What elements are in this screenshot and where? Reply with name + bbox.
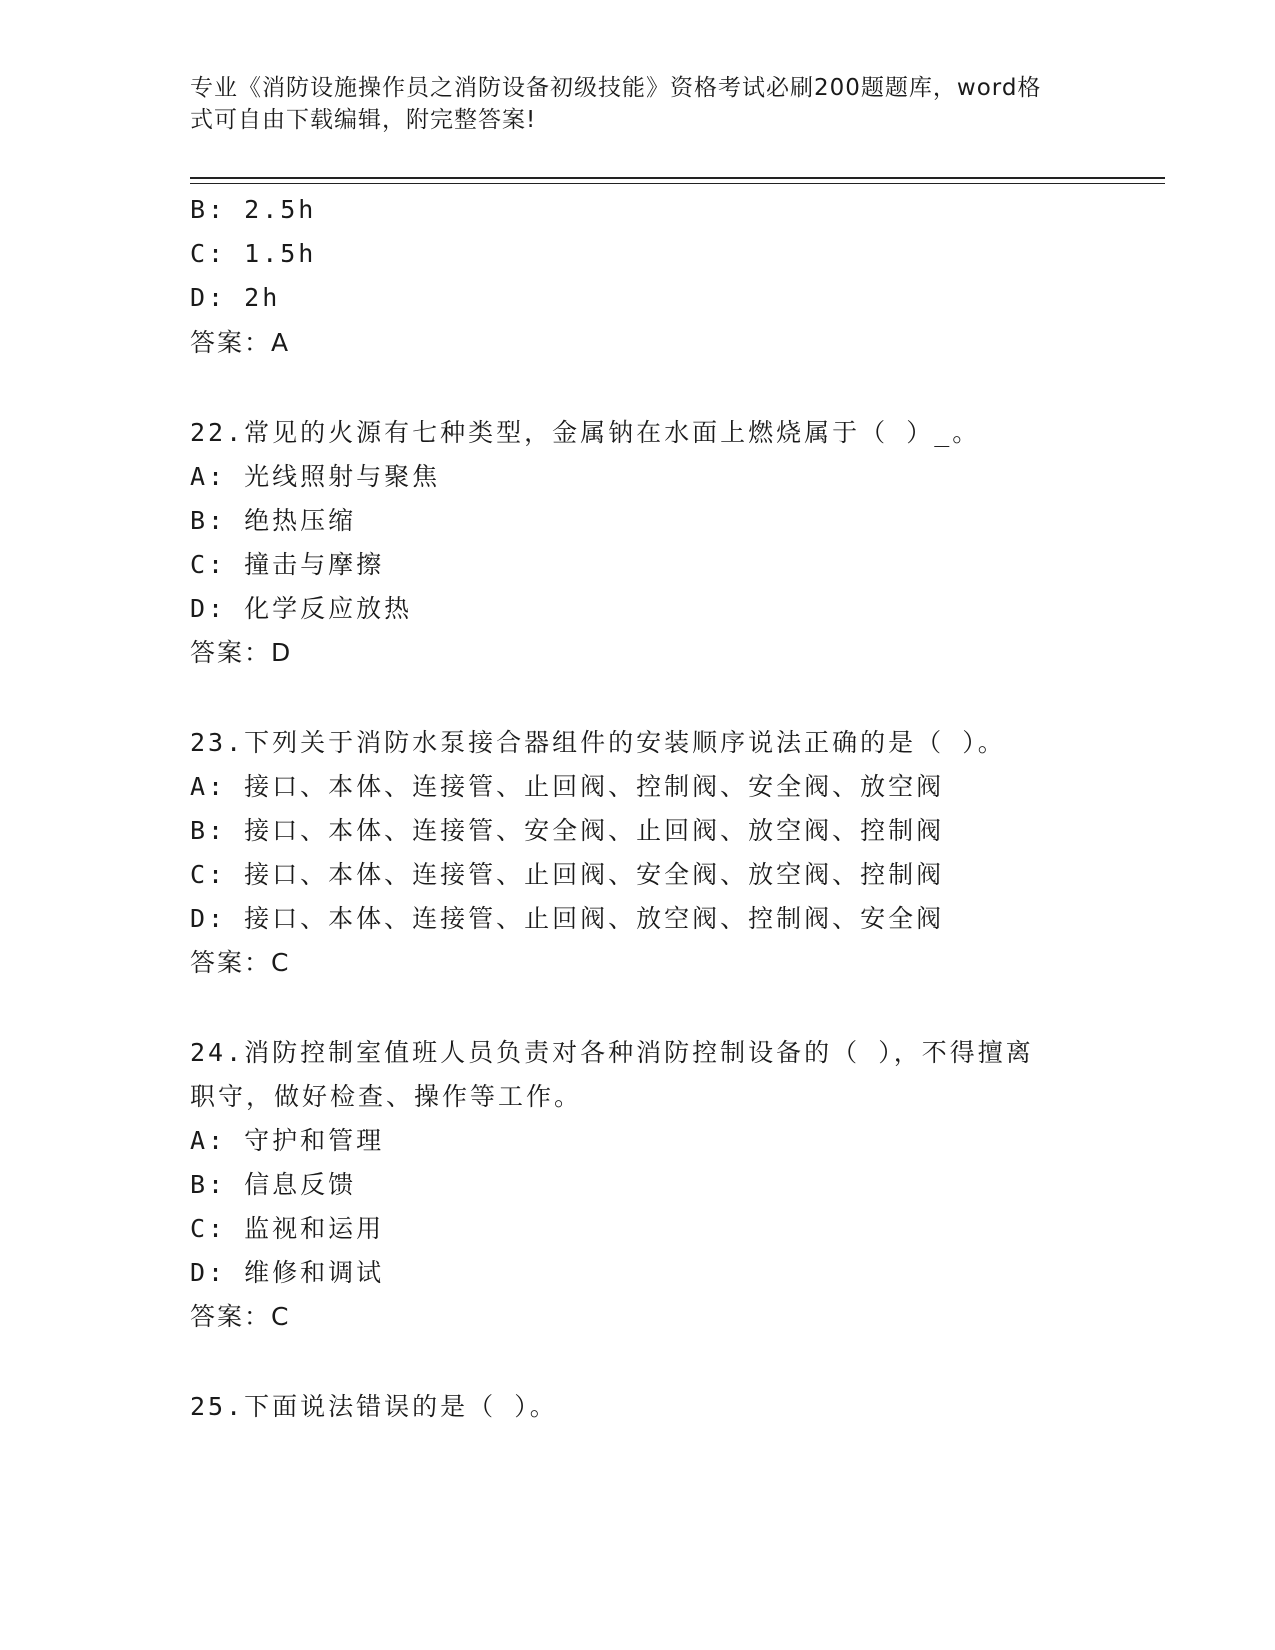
q22-answer: 答案：D: [190, 638, 293, 667]
header-line-1: 专业《消防设施操作员之消防设备初级技能》资格考试必刷200题题库，word格: [190, 75, 1042, 101]
q24-stem-line-1: 24.消防控制室值班人员负责对各种消防控制设备的（ ），不得擅离: [190, 1038, 1034, 1067]
q23-answer: 答案：C: [190, 948, 291, 977]
q24-stem-line-2: 职守，做好检查、操作等工作。: [190, 1082, 583, 1111]
q24-option-b: B: 信息反馈: [190, 1170, 357, 1199]
prev-answer: 答案：A: [190, 328, 291, 357]
q22-option-a: A: 光线照射与聚焦: [190, 462, 441, 491]
q23-option-d: D: 接口、本体、连接管、止回阀、放空阀、控制阀、安全阀: [190, 904, 945, 933]
q22-option-b: B: 绝热压缩: [190, 506, 357, 535]
document-header: [190, 72, 1090, 136]
q22-stem: 22.常见的火源有七种类型，金属钠在水面上燃烧属于（ ）_。: [190, 418, 981, 447]
header-line-2: 式可自由下载编辑，附完整答案!: [190, 107, 537, 133]
q23-option-c: C: 接口、本体、连接管、止回阀、安全阀、放空阀、控制阀: [190, 860, 945, 889]
q22-option-d: D: 化学反应放热: [190, 594, 413, 623]
q23-option-a: A: 接口、本体、连接管、止回阀、控制阀、安全阀、放空阀: [190, 772, 945, 801]
q23-stem: 23.下列关于消防水泵接合器组件的安装顺序说法正确的是（ ）。: [190, 728, 1006, 757]
q23-option-b: B: 接口、本体、连接管、安全阀、止回阀、放空阀、控制阀: [190, 816, 945, 845]
q24-option-c: C: 监视和运用: [190, 1214, 385, 1243]
prev-option-d: D: 2h: [190, 283, 281, 312]
q24-option-a: A: 守护和管理: [190, 1126, 385, 1155]
prev-option-c: C: 1.5h: [190, 239, 317, 268]
q25-stem: 25.下面说法错误的是（ ）。: [190, 1392, 558, 1421]
prev-option-b: B: 2.5h: [190, 195, 317, 224]
q22-option-c: C: 撞击与摩擦: [190, 550, 385, 579]
q24-option-d: D: 维修和调试: [190, 1258, 385, 1287]
q24-answer: 答案：C: [190, 1302, 291, 1331]
header-divider-thick: [190, 177, 1165, 179]
header-divider-thin: [190, 183, 1165, 184]
